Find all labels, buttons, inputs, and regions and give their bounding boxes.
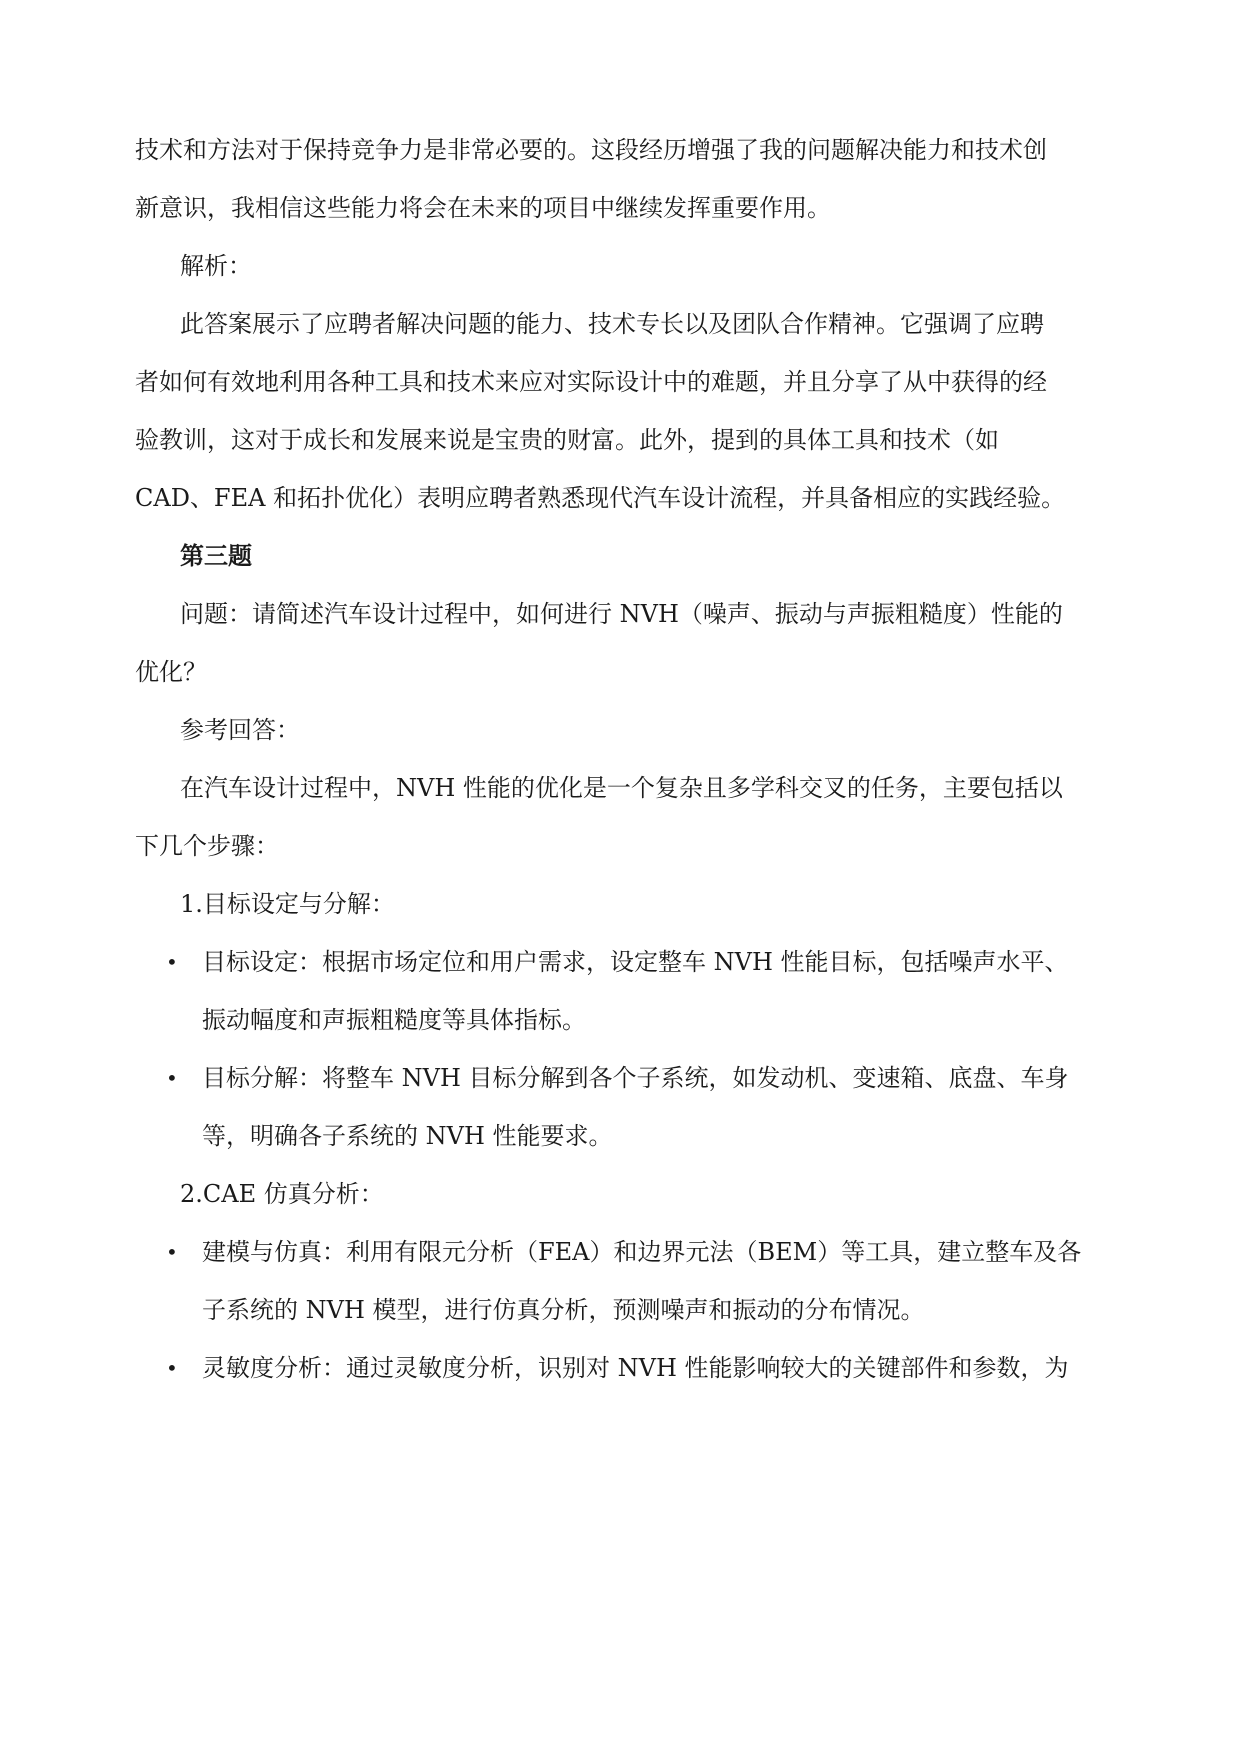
bullet-icon: •: [166, 1356, 178, 1380]
step-heading: 2.CAE 仿真分析：: [180, 1180, 384, 1208]
list-item-line: 子系统的 NVH 模型，进行仿真分析，预测噪声和振动的分布情况。: [202, 1296, 925, 1324]
reference-label: 参考回答：: [180, 716, 300, 744]
list-item-line: 灵敏度分析：通过灵敏度分析，识别对 NVH 性能影响较大的关键部件和参数，为: [202, 1354, 1069, 1382]
list-item-line: 等，明确各子系统的 NVH 性能要求。: [202, 1122, 613, 1150]
paragraph-line: 新意识，我相信这些能力将会在未来的项目中继续发挥重要作用。: [135, 194, 831, 222]
list-item-line: 目标分解：将整车 NVH 目标分解到各个子系统，如发动机、变速箱、底盘、车身: [202, 1064, 1069, 1092]
question-line: 问题：请简述汽车设计过程中，如何进行 NVH（噪声、振动与声振粗糙度）性能的: [180, 600, 1063, 628]
bullet-icon: •: [166, 950, 178, 974]
bullet-icon: •: [166, 1240, 178, 1264]
paragraph-line: 者如何有效地利用各种工具和技术来应对实际设计中的难题，并且分享了从中获得的经: [135, 368, 1047, 396]
paragraph-line: 验教训，这对于成长和发展来说是宝贵的财富。此外，提到的具体工具和技术（如: [135, 426, 999, 454]
step-heading: 1.目标设定与分解：: [180, 890, 395, 918]
bullet-icon: •: [166, 1066, 178, 1090]
list-item-line: 振动幅度和声振粗糙度等具体指标。: [202, 1006, 586, 1034]
section-title: 第三题: [180, 541, 252, 570]
paragraph-line: 在汽车设计过程中，NVH 性能的优化是一个复杂且多学科交叉的任务，主要包括以: [180, 774, 1063, 802]
analysis-label: 解析：: [180, 252, 252, 280]
paragraph-line: 技术和方法对于保持竞争力是非常必要的。这段经历增强了我的问题解决能力和技术创: [135, 136, 1047, 164]
question-line: 优化？: [135, 658, 207, 686]
paragraph-line: 此答案展示了应聘者解决问题的能力、技术专长以及团队合作精神。它强调了应聘: [180, 310, 1044, 338]
list-item-line: 建模与仿真：利用有限元分析（FEA）和边界元法（BEM）等工具，建立整车及各: [202, 1238, 1082, 1266]
paragraph-line: 下几个步骤：: [135, 832, 279, 860]
paragraph-line: CAD、FEA 和拓扑优化）表明应聘者熟悉现代汽车设计流程，并具备相应的实践经验。: [135, 484, 1066, 512]
list-item-line: 目标设定：根据市场定位和用户需求，设定整车 NVH 性能目标，包括噪声水平、: [202, 948, 1069, 976]
